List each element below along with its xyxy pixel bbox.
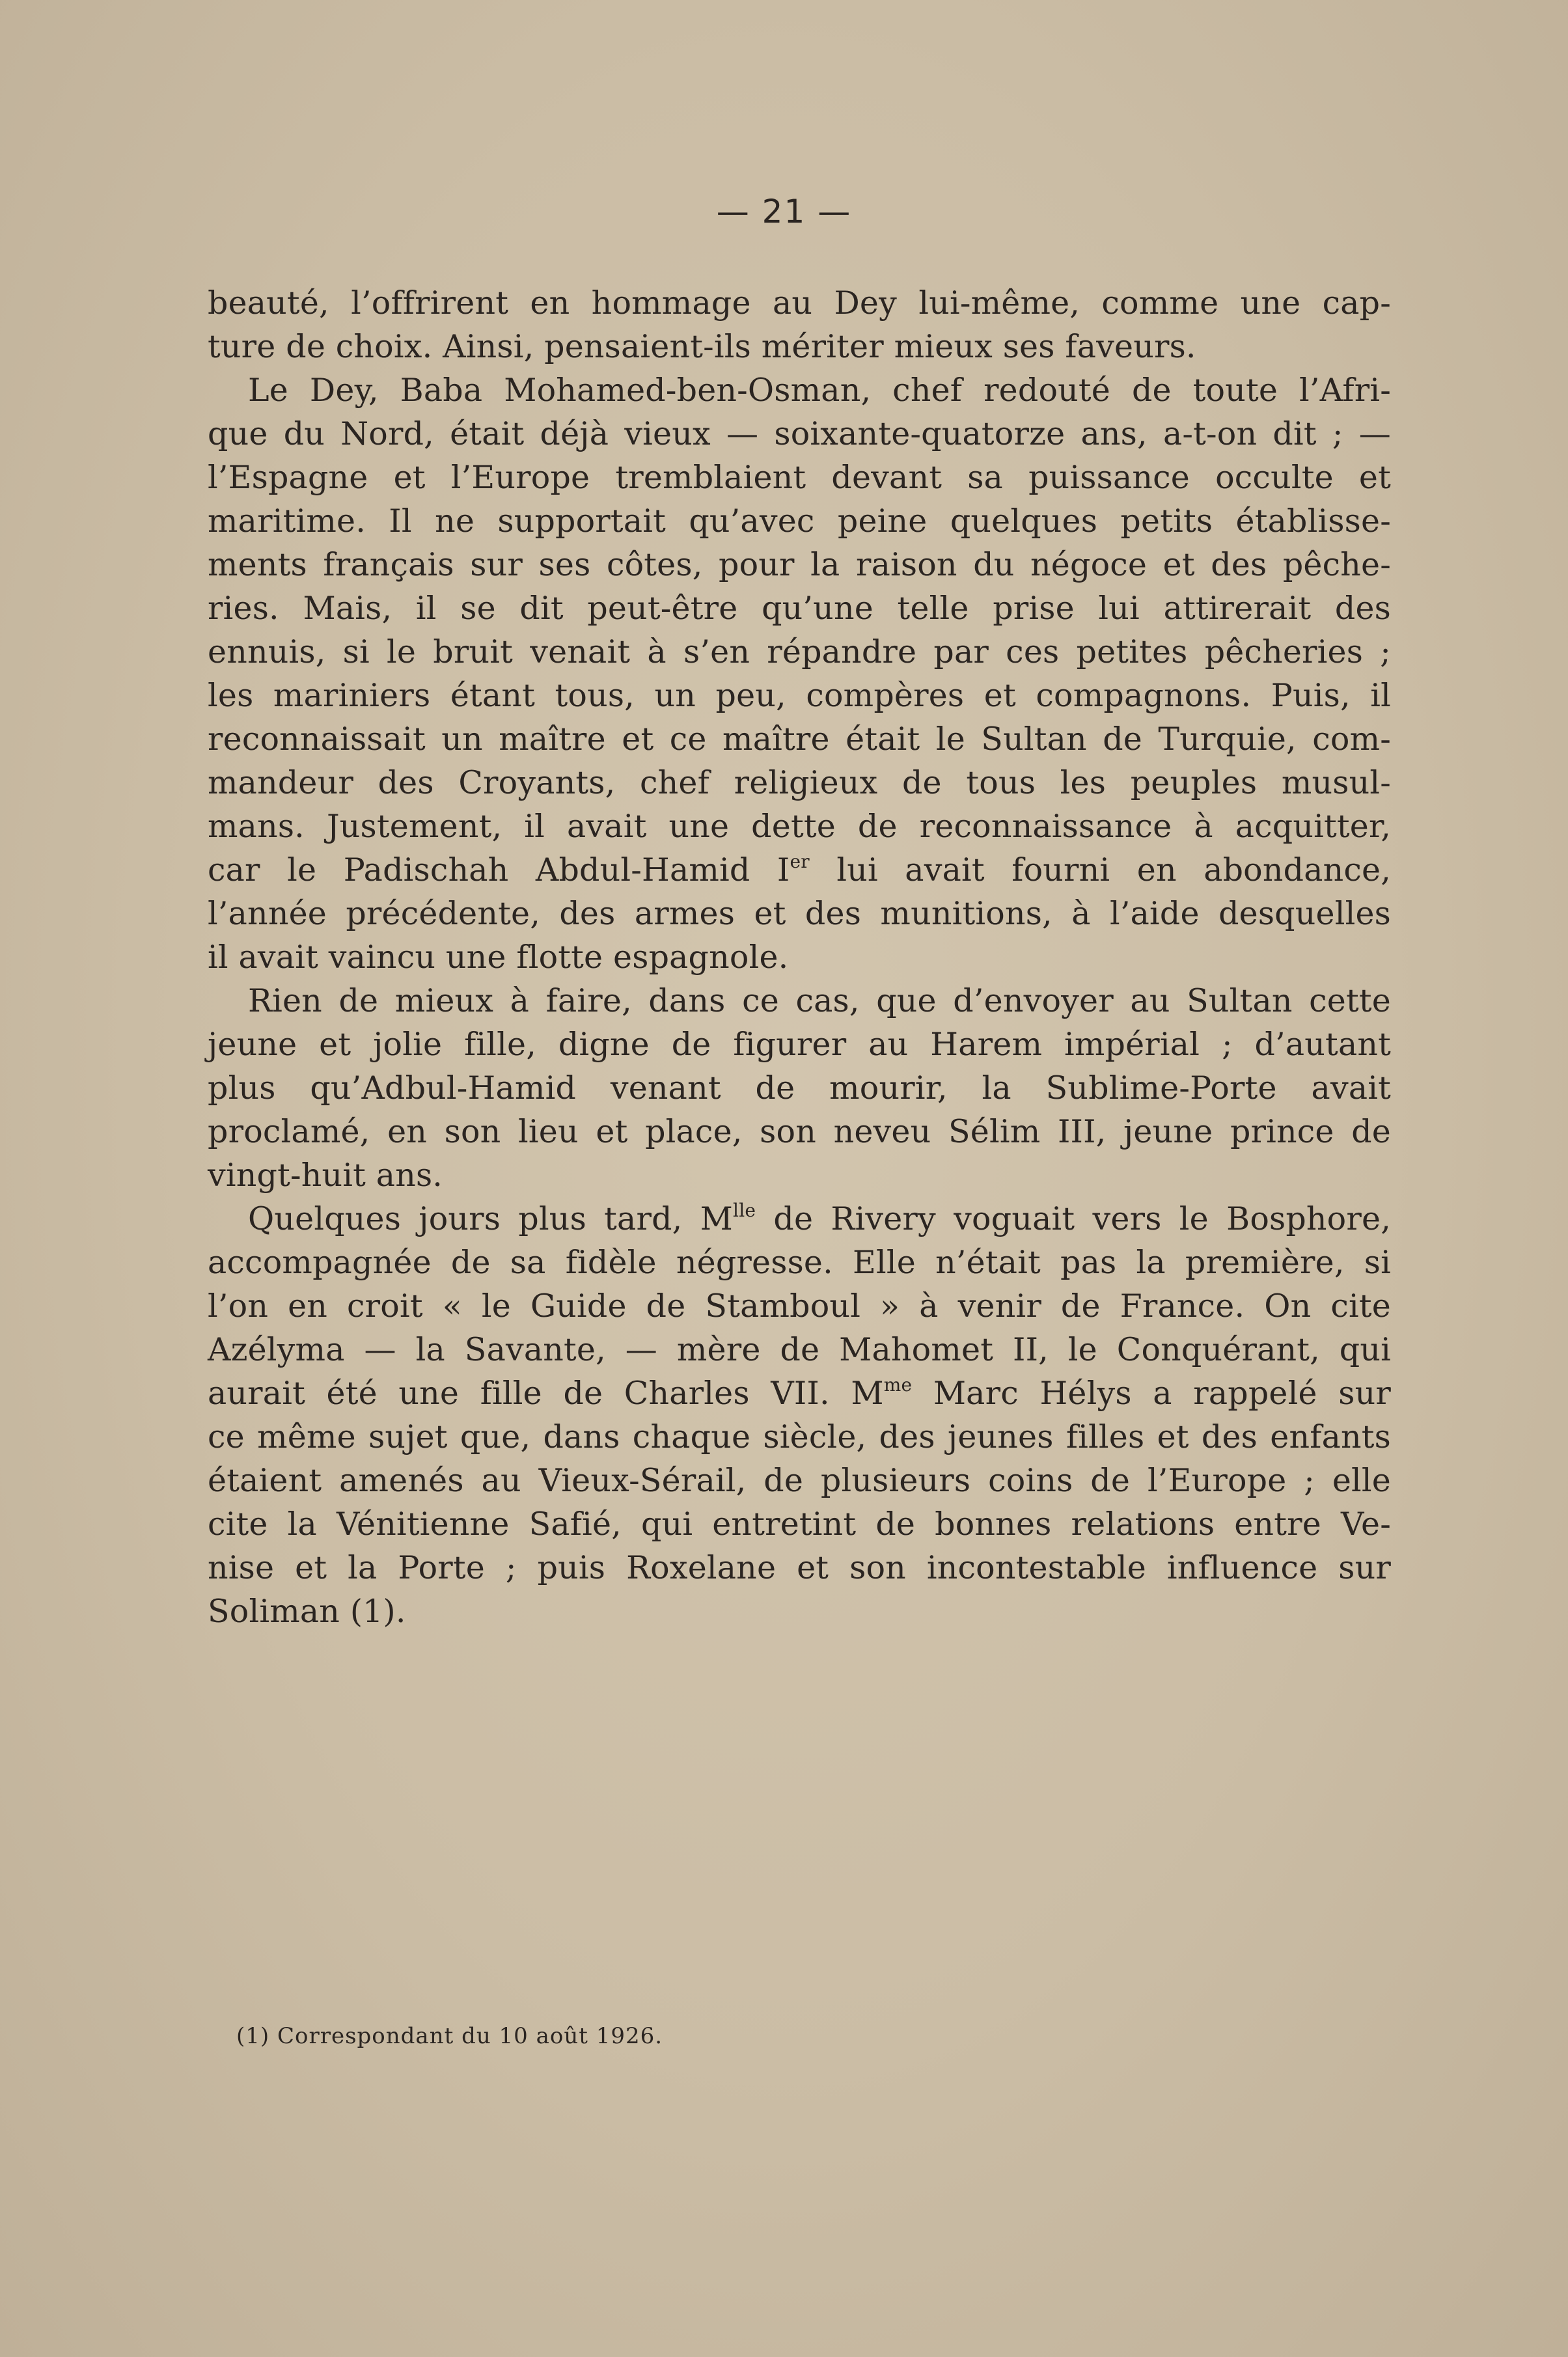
- line-text: aurait été une fille de Charles VII. M: [208, 1375, 884, 1412]
- text-line: [208, 543, 1391, 586]
- line-text: ture de choix. Ainsi, pensaient-ils mériter mieux ses faveurs.: [208, 328, 1196, 365]
- text-line: [208, 1546, 1391, 1590]
- text-line: [208, 1241, 1391, 1284]
- text-line: [208, 499, 1391, 543]
- line-text: proclamé, en son lieu et place, son neveu Sélim III, jeune prince de: [208, 1113, 1391, 1150]
- superscript: me: [883, 1374, 913, 1396]
- line-text: reconnaissait un maître et ce maître était le Sultan de Turquie, com-: [208, 721, 1391, 758]
- text-line: [208, 281, 1391, 325]
- text-line: [208, 761, 1391, 805]
- line-text: ce même sujet que, dans chaque siècle, des jeunes filles et des enfants: [208, 1418, 1391, 1455]
- line-text: cite la Vénitienne Safié, qui entretint de bonnes relations entre Ve-: [208, 1506, 1391, 1543]
- line-text: maritime. Il ne supportait qu’avec peine quelques petits établisse-: [208, 503, 1391, 540]
- superscript: er: [790, 851, 810, 872]
- line-text: Soliman (1).: [208, 1593, 406, 1630]
- line-text-continued: de Rivery voguait vers le Bosphore,: [756, 1200, 1391, 1237]
- line-text: jeune et jolie fille, digne de figurer au Harem impérial ; d’autant: [208, 1026, 1391, 1063]
- text-line: [208, 1197, 1391, 1241]
- line-text: car le Padischah Abdul-Hamid I: [208, 851, 790, 889]
- text-line: [208, 935, 1391, 979]
- line-text: l’on en croit « le Guide de Stamboul » à venir de France. On cite: [208, 1288, 1391, 1325]
- text-line: [208, 674, 1391, 717]
- text-line: [208, 1459, 1391, 1502]
- line-text: Quelques jours plus tard, M: [248, 1200, 734, 1237]
- text-line: [208, 1590, 1391, 1633]
- line-text: Le Dey, Baba Mohamed-ben-Osman, chef redouté de toute l’Afri-: [248, 372, 1391, 409]
- text-line: [208, 717, 1391, 761]
- text-line: [208, 848, 1391, 892]
- text-line: [208, 325, 1391, 368]
- text-line: [208, 1415, 1391, 1459]
- line-text: Rien de mieux à faire, dans ce cas, que d’envoyer au Sultan cette: [248, 982, 1391, 1019]
- text-line: [208, 805, 1391, 848]
- line-text: Azélyma — la Savante, — mère de Mahomet II, le Conquérant, qui: [208, 1331, 1391, 1368]
- body-text: [208, 281, 1391, 1633]
- line-text: l’année précédente, des armes et des munitions, à l’aide desquelles: [208, 895, 1391, 932]
- line-text: ennuis, si le bruit venait à s’en répandre par ces petites pêcheries ;: [208, 633, 1391, 670]
- line-text: étaient amenés au Vieux-Sérail, de plusieurs coins de l’Europe ; elle: [208, 1462, 1391, 1499]
- line-text: mandeur des Croyants, chef religieux de tous les peuples musul-: [208, 764, 1391, 801]
- text-line: [208, 1284, 1391, 1328]
- page-number: — 21 —: [716, 193, 852, 230]
- line-text: l’Espagne et l’Europe tremblaient devant sa puissance occulte et: [208, 459, 1391, 496]
- line-text: il avait vaincu une flotte espagnole.: [208, 939, 789, 976]
- text-line: [208, 1371, 1391, 1415]
- line-text: mans. Justement, il avait une dette de reconnaissance à acquitter,: [208, 808, 1391, 845]
- text-line: [208, 1153, 1391, 1197]
- text-line: [208, 1023, 1391, 1066]
- line-text: les mariniers étant tous, un peu, compères et compagnons. Puis, il: [208, 677, 1391, 714]
- line-text: que du Nord, était déjà vieux — soixante-quatorze ans, a-t-on dit ; —: [208, 415, 1391, 452]
- line-text: vingt-huit ans.: [208, 1157, 443, 1194]
- line-text: plus qu’Adbul-Hamid venant de mourir, la Sublime-Porte avait: [208, 1069, 1391, 1107]
- text-line: [208, 1502, 1391, 1546]
- text-line: [208, 979, 1391, 1023]
- text-line: [208, 368, 1391, 412]
- text-line: [208, 586, 1391, 630]
- text-line: [208, 456, 1391, 499]
- text-line: [208, 630, 1391, 674]
- line-text: accompagnée de sa fidèle négresse. Elle n’était pas la première, si: [208, 1244, 1391, 1281]
- text-line: [208, 1328, 1391, 1371]
- line-text: ries. Mais, il se dit peut-être qu’une telle prise lui attirerait des: [208, 590, 1391, 627]
- superscript: lle: [733, 1200, 756, 1221]
- line-text-continued: Marc Hélys a rappelé sur: [912, 1375, 1391, 1412]
- text-line: [208, 412, 1391, 456]
- line-text-continued: lui avait fourni en abondance,: [809, 851, 1391, 889]
- line-text: ments français sur ses côtes, pour la raison du négoce et des pêche-: [208, 546, 1391, 583]
- line-text: beauté, l’offrirent en hommage au Dey lui-même, comme une cap-: [208, 284, 1391, 322]
- text-line: [208, 1066, 1391, 1110]
- line-text: nise et la Porte ; puis Roxelane et son incontestable influence sur: [208, 1549, 1391, 1586]
- footnote: (1) Correspondant du 10 août 1926.: [236, 2023, 663, 2049]
- text-line: [208, 1110, 1391, 1153]
- text-line: [208, 892, 1391, 935]
